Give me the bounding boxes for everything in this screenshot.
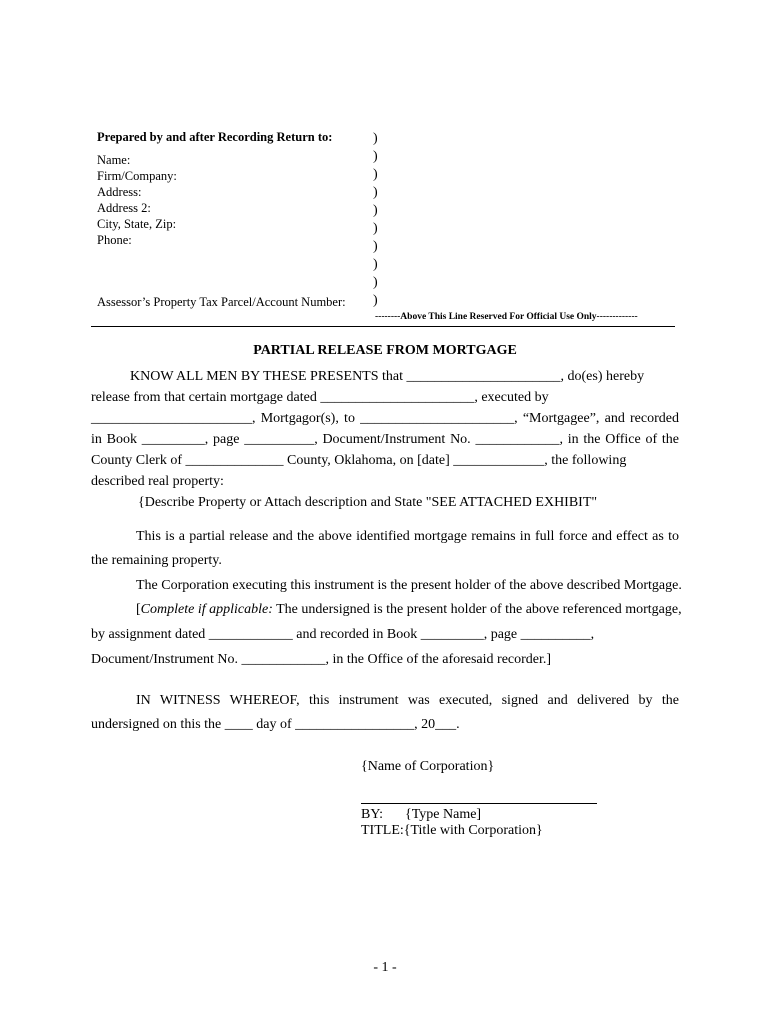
body-line: This is a partial release and the above identified mortgage remains in full force and effect as to [136,529,679,544]
body-line: _______________________, Mortgagor(s), to ______________________, “Mortgagee”, and recorded [91,411,679,426]
assessor-parcel-label: Assessor’s Property Tax Parcel/Account Number: [97,295,346,309]
address2-field-label: Address 2: [97,201,151,215]
body-line: in Book _________, page __________, Document/Instrument No. ____________, in the Office of the [91,432,679,447]
title-value: {Title with Corporation} [403,823,543,838]
paren-mark: ) [373,239,378,254]
title-label: TITLE: [361,823,404,838]
page-number: - 1 - [373,960,397,975]
official-use-line-text: --------Above This Line Reserved For Official Use Only------------- [375,312,638,322]
paren-mark: ) [373,203,378,218]
body-line: Document/Instrument No. ____________, in the Office of the aforesaid recorder.] [91,652,552,667]
by-value: {Type Name] [405,807,482,822]
body-line: the remaining property. [91,553,222,568]
body-line: County Clerk of ______________ County, Oklahoma, on [date] _____________, the following [91,453,627,468]
paren-mark: ) [373,275,378,290]
document-title: PARTIAL RELEASE FROM MORTGAGE [253,343,517,358]
address-field-label: Address: [97,185,142,199]
corporation-name: {Name of Corporation} [361,759,495,774]
paren-mark: ) [373,257,378,272]
complete-if-applicable-label: Complete if applicable: [140,602,273,617]
by-label: BY: [361,807,384,822]
phone-field-label: Phone: [97,233,132,247]
bracket-open: [ [136,602,141,617]
firm-field-label: Firm/Company: [97,169,177,183]
title-line [361,820,543,841]
city-state-zip-field-label: City, State, Zip: [97,217,177,231]
paren-mark: ) [373,293,378,308]
body-line-rest: The undersigned is the present holder of the above referenced mortgage, [272,602,682,617]
name-field-label: Name: [97,153,131,167]
body-line: IN WITNESS WHEREOF, this instrument was executed, signed and delivered by the [136,693,679,708]
paren-mark: ) [373,167,378,182]
body-line: undersigned on this the ____ day of _________________, 20___. [91,717,460,732]
prepared-by-label: Prepared by and after Recording Return to: [97,130,333,144]
body-line: by assignment dated ____________ and recorded in Book _________, page __________, [91,627,595,642]
body-line: {Describe Property or Attach description and State "SEE ATTACHED EXHIBIT" [138,495,598,510]
body-line: The Corporation executing this instrument is the present holder of the above described Mortgage. [136,578,682,593]
paren-mark: ) [373,149,378,164]
header-divider-line [91,326,675,327]
body-line: KNOW ALL MEN BY THESE PRESENTS that ______________________, do(es) hereby [130,369,645,384]
paren-mark: ) [373,131,378,146]
paren-mark: ) [373,221,378,236]
paren-mark: ) [373,185,378,200]
body-line: release from that certain mortgage dated ______________________, executed by [91,390,549,405]
body-line [136,599,682,620]
body-line: described real property: [91,474,224,489]
